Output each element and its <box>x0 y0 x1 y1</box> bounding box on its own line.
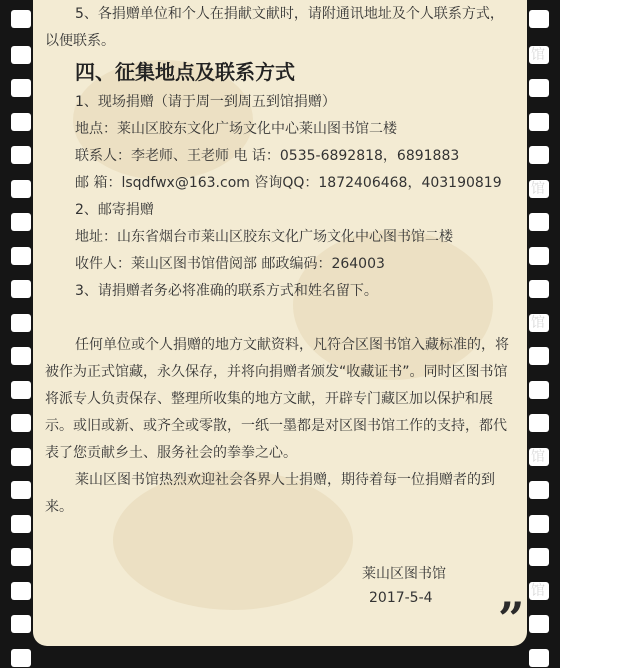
sprocket-hole <box>11 213 31 231</box>
sprocket-hole <box>11 649 31 667</box>
sprocket-hole <box>11 180 31 198</box>
spacer <box>45 305 515 332</box>
sprocket-hole <box>11 548 31 566</box>
onsite-donation-title: 1、现场捐赠（请于周一到周五到馆捐赠） <box>75 94 336 110</box>
signature-library: 莱山区图书馆 <box>362 566 446 582</box>
sprocket-hole <box>11 280 31 298</box>
body-paragraph-collection: 任何单位或个人捐赠的地方文献资料，凡符合区图书馆入藏标准的，将被作为正式馆藏，永久保存，并将向捐赠者颁发“收藏证书”。同时区图书馆将派专人负责保存、整理所收集的地方文献，开辟专门藏区加以保护和展示。或旧或新、或齐全或零散，一纸一墨都是对区图书馆工作的支持，都代表了您贡献乡土、服务社会的拳拳之心。 <box>45 337 509 461</box>
right-sprocket-holes <box>529 0 551 668</box>
sprocket-hole <box>11 381 31 399</box>
sprocket-hole <box>11 10 31 28</box>
sprocket-hole <box>529 146 549 164</box>
sprocket-hole <box>529 247 549 265</box>
sprocket-hole <box>529 481 549 499</box>
sprocket-hole <box>529 515 549 533</box>
watermark-text: 馆 <box>531 47 545 63</box>
contact-reminder: 3、请捐赠者务必将准确的联系方式和姓名留下。 <box>75 283 378 299</box>
sprocket-hole <box>11 481 31 499</box>
watermark-text: 馆 <box>531 181 545 197</box>
sprocket-hole <box>529 548 549 566</box>
paragraph-contact-note: 5、各捐赠单位和个人在捐献文献时，请附通讯地址及个人联系方式，以便联系。 <box>45 6 504 49</box>
closing-quote-mark: ” <box>498 592 525 646</box>
sprocket-hole <box>11 146 31 164</box>
sprocket-hole <box>11 46 31 64</box>
sprocket-hole <box>529 10 549 28</box>
sprocket-hole <box>11 515 31 533</box>
left-sprocket-holes <box>11 0 33 668</box>
sprocket-hole <box>529 213 549 231</box>
mail-address: 地址：山东省烟台市莱山区胶东文化广场文化中心图书馆二楼 <box>75 229 453 245</box>
onsite-address: 地点：莱山区胶东文化广场文化中心莱山图书馆二楼 <box>75 121 397 137</box>
sprocket-hole <box>529 615 549 633</box>
sprocket-hole <box>529 347 549 365</box>
sprocket-hole <box>11 113 31 131</box>
section-heading: 四、征集地点及联系方式 <box>75 60 295 84</box>
sprocket-hole <box>529 79 549 97</box>
sprocket-hole <box>11 79 31 97</box>
notice-content <box>45 0 515 521</box>
sprocket-hole <box>529 113 549 131</box>
sprocket-hole <box>11 247 31 265</box>
sprocket-hole <box>11 414 31 432</box>
mail-recipient-postcode: 收件人：莱山区图书馆借阅部 邮政编码：264003 <box>75 256 385 272</box>
sprocket-hole <box>529 414 549 432</box>
signature-date: 2017-5-4 <box>369 590 433 606</box>
sprocket-hole <box>11 582 31 600</box>
onsite-contact-phone: 联系人：李老师、王老师 电 话：0535-6892818，6891883 <box>75 148 460 164</box>
sprocket-hole <box>529 280 549 298</box>
sprocket-hole <box>529 649 549 667</box>
onsite-email-qq: 邮 箱：lsqdfwx@163.com 咨询QQ：1872406468，403190819 <box>75 175 502 191</box>
watermark-text: 馆 <box>531 449 545 465</box>
sprocket-hole <box>11 615 31 633</box>
sprocket-hole <box>11 314 31 332</box>
sprocket-hole <box>529 381 549 399</box>
body-paragraph-welcome: 莱山区图书馆热烈欢迎社会各界人士捐赠，期待着每一位捐赠者的到来。 <box>45 472 495 515</box>
watermark-text: 馆 <box>531 315 545 331</box>
mail-donation-title: 2、邮寄捐赠 <box>75 202 154 218</box>
sprocket-hole <box>11 347 31 365</box>
sprocket-hole <box>11 448 31 466</box>
watermark-text: 馆 <box>531 583 545 599</box>
